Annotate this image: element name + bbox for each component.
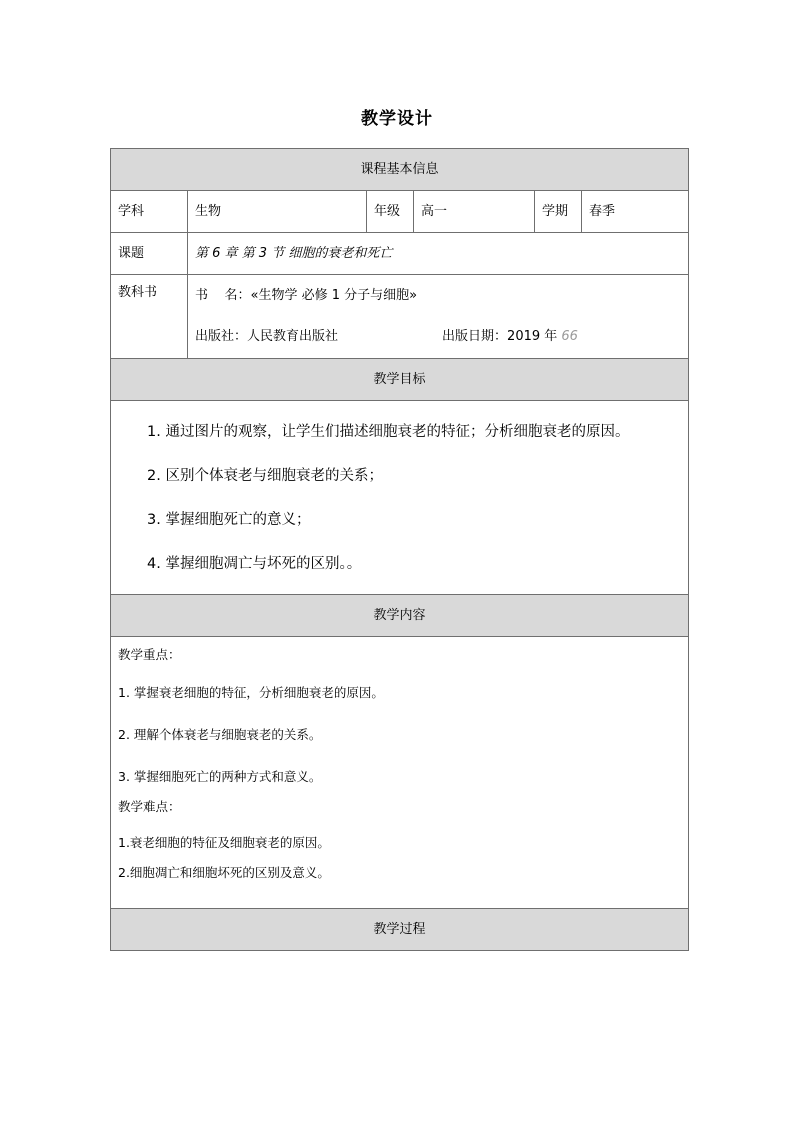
goals-body (111, 401, 689, 595)
topic-value: 第 6 章 第 3 节 细胞的衰老和死亡 (188, 233, 689, 275)
difficulties-label: 教学难点： (118, 799, 181, 814)
difficulty-item: 1.衰老细胞的特征及细胞衰老的原因。 (118, 835, 330, 850)
content-header: 教学内容 (111, 595, 689, 637)
lesson-plan-table (110, 148, 689, 951)
basic-info-header: 课程基本信息 (111, 149, 689, 191)
book-name-line (195, 276, 681, 316)
term-value: 春季 (582, 191, 689, 233)
key-point-item: 3. 掌握细胞死亡的两种方式和意义。 (118, 769, 322, 784)
goal-item: 3. 掌握细胞死亡的意义； (147, 511, 311, 528)
textbook-info (188, 275, 689, 359)
goal-item: 1. 通过图片的观察，让学生们描述细胞衰老的特征；分析细胞衰老的原因。 (147, 423, 630, 440)
publisher-prefix: 出版社： (195, 328, 248, 344)
grade-value: 高一 (414, 191, 535, 233)
content-body (111, 637, 689, 909)
topic-label: 课题 (111, 233, 188, 275)
goal-item: 2. 区别个体衰老与细胞衰老的关系； (147, 467, 383, 484)
subject-label: 学科 (111, 191, 188, 233)
goal-item: 4. 掌握细胞凋亡与坏死的区别。。 (147, 555, 362, 572)
pub-date-prefix: 出版日期： (442, 328, 508, 344)
process-header: 教学过程 (111, 909, 689, 951)
publisher-line (195, 316, 681, 358)
key-point-item: 2. 理解个体衰老与细胞衰老的关系。 (118, 727, 322, 742)
subject-value: 生物 (188, 191, 367, 233)
key-points-label: 教学重点： (118, 647, 181, 662)
pub-date: 2019 年 (507, 328, 558, 344)
textbook-label: 教科书 (111, 275, 188, 359)
goals-header: 教学目标 (111, 359, 689, 401)
content-row (111, 637, 689, 909)
publisher-name: 人民教育出版社 (247, 328, 339, 344)
topic-row (111, 233, 689, 275)
subject-row (111, 191, 689, 233)
grade-label: 年级 (367, 191, 414, 233)
document-title: 教学设计 (361, 109, 433, 129)
book-name-prefix: 书 名： (195, 287, 251, 303)
pub-date-suffix: 66 (561, 328, 578, 344)
key-point-item: 1. 掌握衰老细胞的特征，分析细胞衰老的原因。 (118, 685, 384, 700)
textbook-row (111, 275, 689, 359)
book-name: «生物学 必修 1 分子与细胞» (250, 287, 418, 303)
difficulty-item: 2.细胞凋亡和细胞坏死的区别及意义。 (118, 865, 330, 880)
goals-row (111, 401, 689, 595)
term-label: 学期 (535, 191, 582, 233)
